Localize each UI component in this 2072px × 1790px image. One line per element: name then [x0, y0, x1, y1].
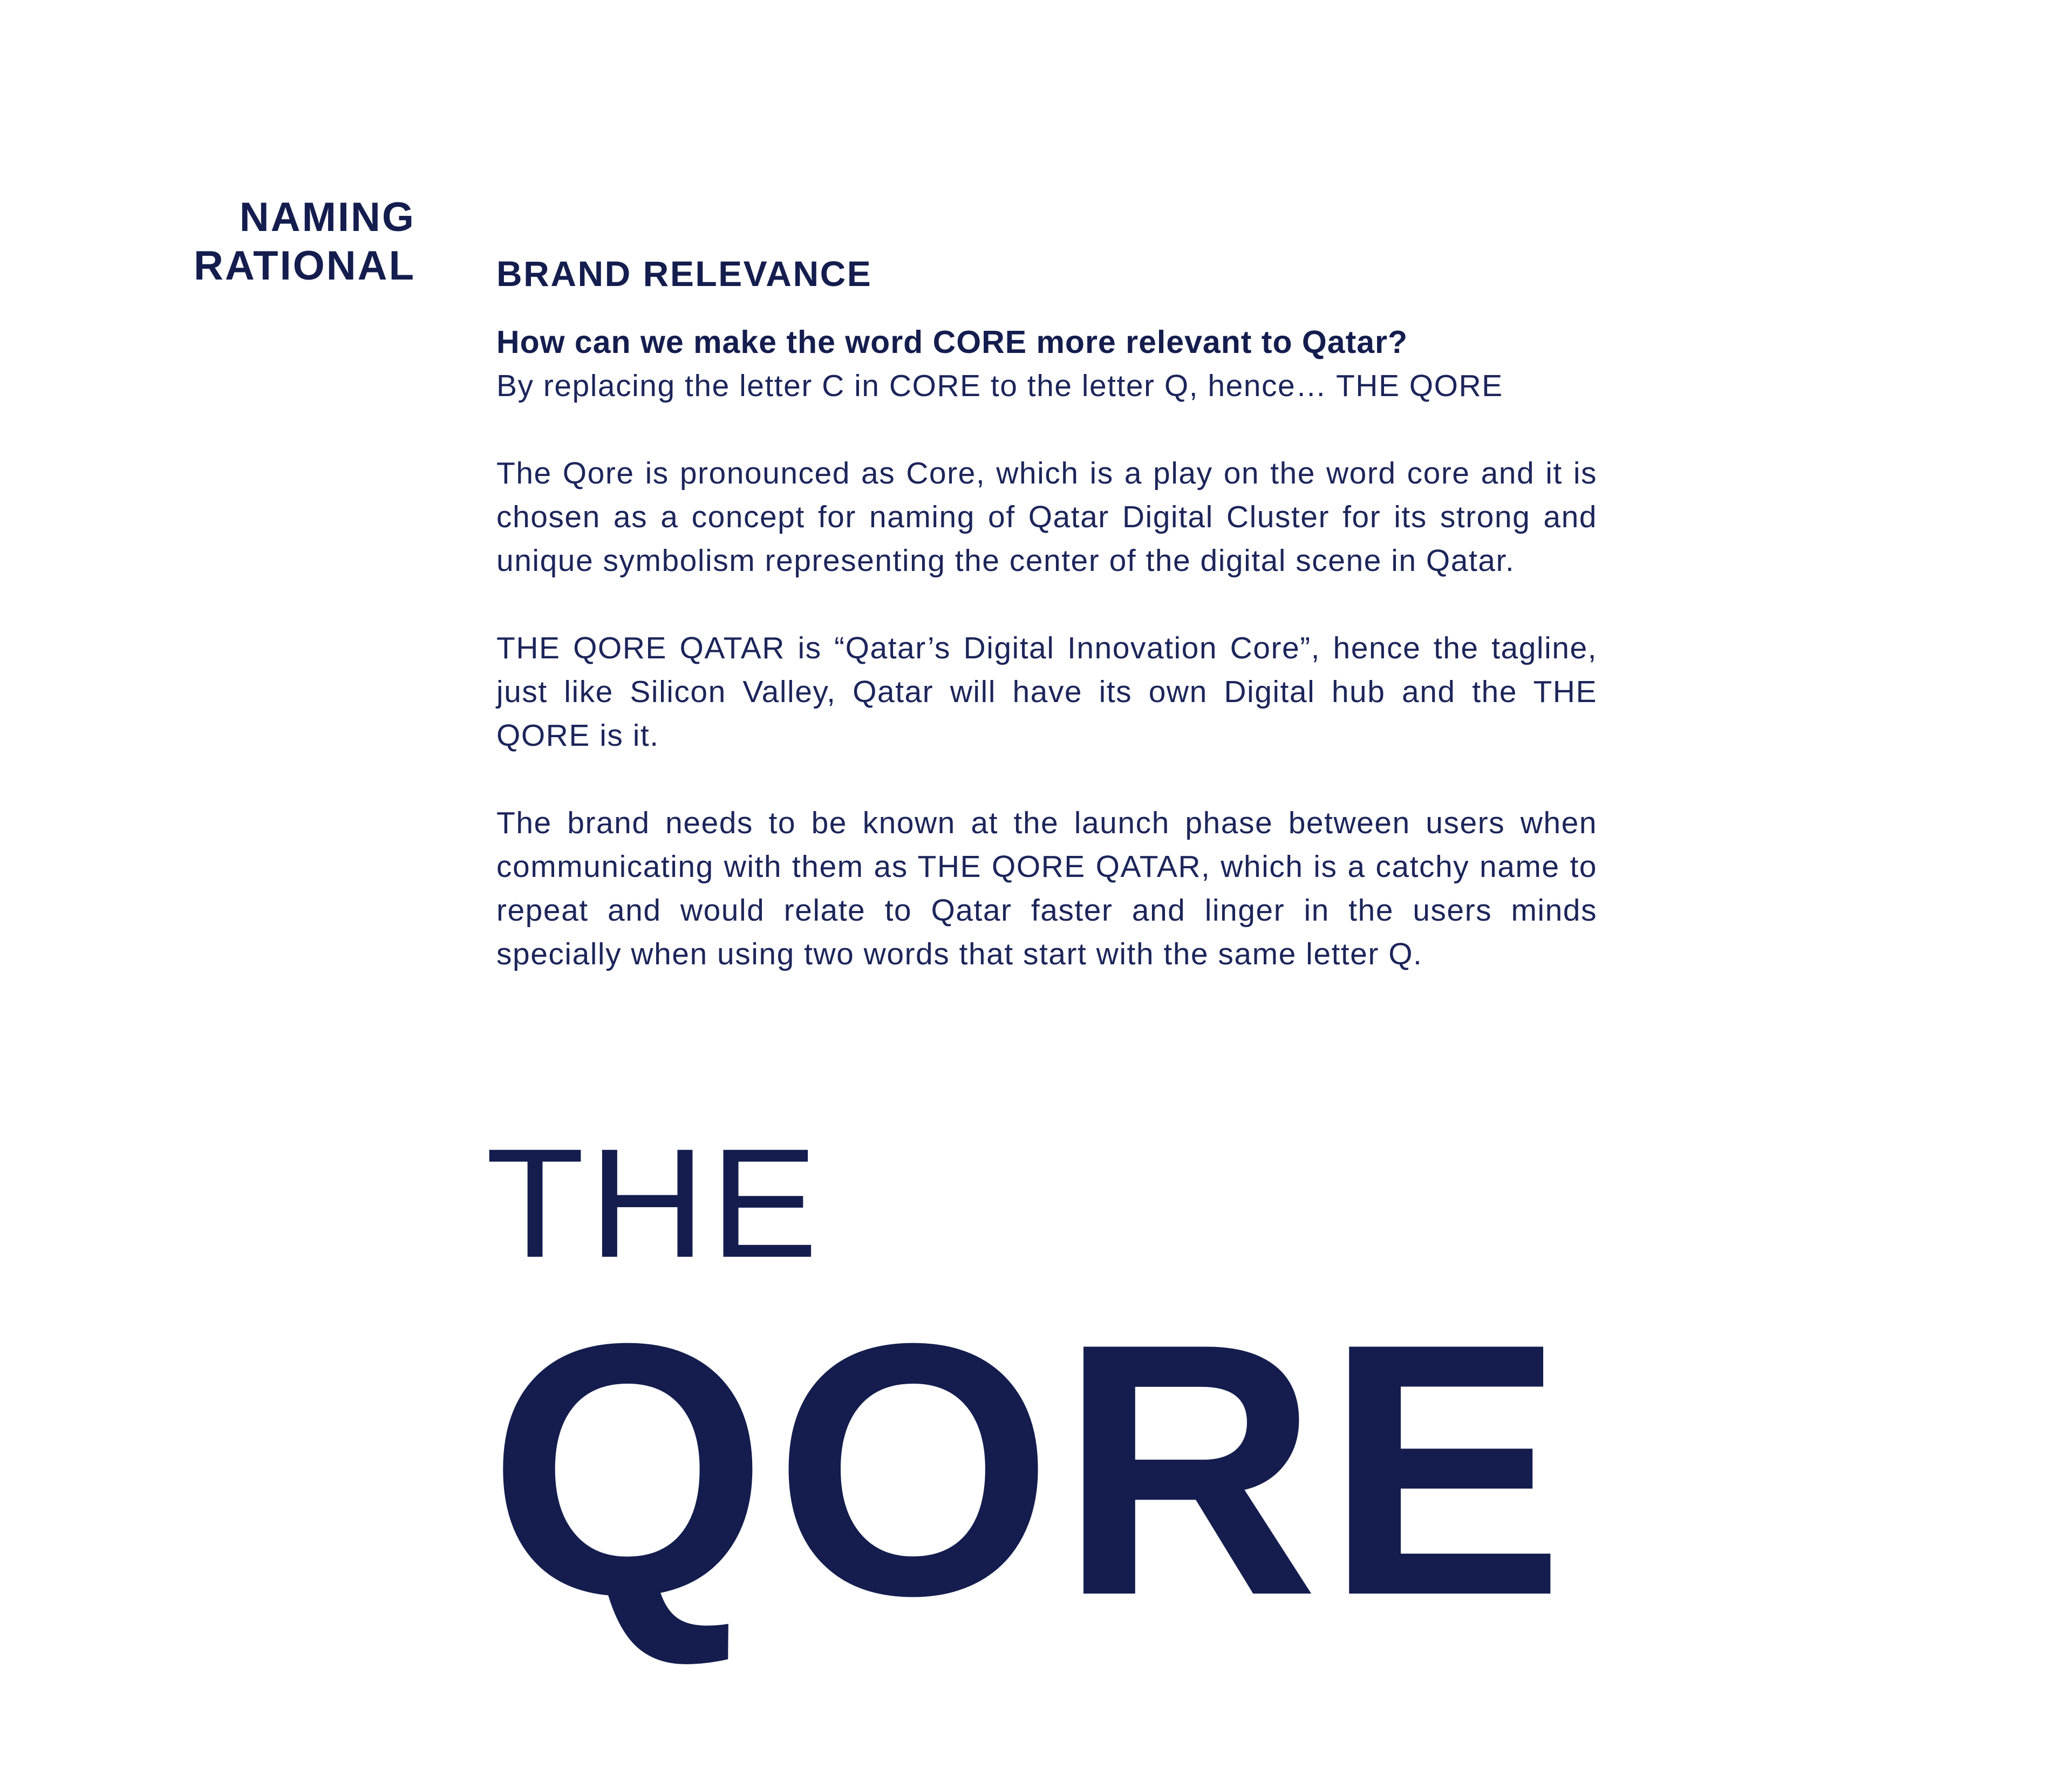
section-title-line-2: RATIONAL: [194, 243, 415, 289]
section-title: [194, 193, 415, 290]
paragraph-launch: The brand needs to be known at the launch phase between users when communicating with them as THE QORE QATAR, which is a catchy name to repeat and would relate to Qatar faster and linger in the users minds specially when using two words that start with the same letter Q.: [496, 806, 1597, 971]
wordmark-qore: QORE: [488, 1269, 1571, 1670]
brand-relevance-section: [496, 249, 1597, 976]
question-text: How can we make the word CORE more relevant to Qatar?: [496, 324, 1408, 360]
wordmark-the: THE: [486, 1115, 822, 1290]
paragraph-tagline: THE QORE QATAR is “Qatar’s Digital Innovation Core”, hence the tagline, just like Silicon Valley, Qatar will have its own Digital hub and the THE QORE is it.: [496, 631, 1597, 753]
answer-text: By replacing the letter C in CORE to the letter Q, hence… THE QORE: [496, 369, 1503, 403]
subheading: BRAND RELEVANCE: [496, 254, 873, 294]
paragraph-pronunciation: The Qore is pronounced as Core, which is a play on the word core and it is chosen as a concept for naming of Qatar Digital Cluster for its strong and unique symbolism representing the center of the digital scene in Qatar.: [496, 456, 1597, 578]
section-title-line-1: NAMING: [239, 194, 415, 240]
